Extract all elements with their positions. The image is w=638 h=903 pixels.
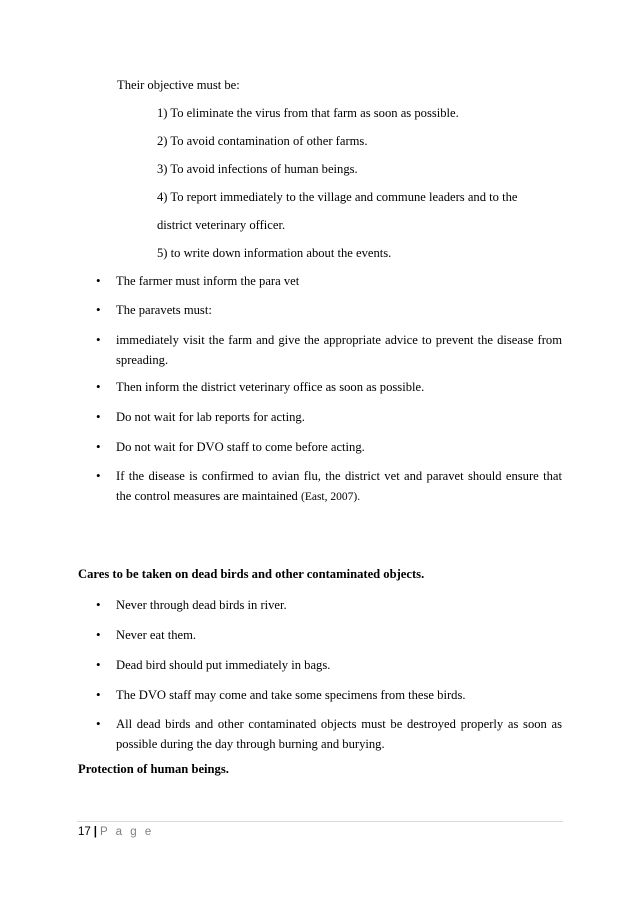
footer-separator: | [93, 826, 98, 838]
footer-divider [77, 821, 563, 822]
section-heading: Cares to be taken on dead birds and other contaminated objects. [78, 567, 425, 581]
bullet-text: Dead bird should put immediately in bags. [116, 658, 331, 672]
bullet-icon: • [96, 302, 101, 317]
bullet-text-body: If the disease is confirmed to avian flu, the district vet and paravet should ensure that the control measures are maintained [116, 469, 562, 503]
bullet-text: Never through dead birds in river. [116, 598, 287, 612]
bullet-text: The farmer must inform the para vet [116, 274, 300, 288]
bullet-text: immediately visit the farm and give the appropriate advice to prevent the disease from spreading. [116, 333, 562, 367]
objective-item: 5) to write down information about the events. [157, 246, 392, 260]
section-heading: Protection of human beings. [78, 762, 229, 776]
bullet-text: Do not wait for DVO staff to come before acting. [116, 440, 365, 454]
bullet-text [116, 466, 562, 507]
bullet-text: The DVO staff may come and take some specimens from these birds. [116, 688, 466, 702]
bullet-icon: • [96, 657, 101, 672]
bullet-text: Then inform the district veterinary office as soon as possible. [116, 380, 425, 394]
bullet-icon: • [96, 716, 101, 731]
page-number: 17 [78, 826, 91, 838]
citation: (East, 2007). [301, 491, 361, 503]
bullet-text: Do not wait for lab reports for acting. [116, 410, 305, 424]
bullet-icon: • [96, 273, 101, 288]
bullet-icon: • [96, 379, 101, 394]
bullet-icon: • [96, 687, 101, 702]
bullet-icon: • [96, 439, 101, 454]
bullet-text: All dead birds and other contaminated objects must be destroyed properly as soon as possible during the day through burning and burying. [116, 717, 562, 751]
objective-intro: Their objective must be: [117, 78, 240, 92]
objective-item: 1) To eliminate the virus from that farm as soon as possible. [157, 106, 459, 120]
bullet-text: Never eat them. [116, 628, 197, 642]
objective-item-continued: district veterinary officer. [157, 218, 286, 232]
bullet-icon: • [96, 627, 101, 642]
bullet-icon: • [96, 468, 101, 483]
objective-item: 2) To avoid contamination of other farms. [157, 134, 368, 148]
bullet-icon: • [96, 332, 101, 347]
bullet-icon: • [96, 597, 101, 612]
objective-item: 4) To report immediately to the village and commune leaders and to the [157, 190, 518, 204]
bullet-icon: • [96, 409, 101, 424]
page-label: P a g e [100, 826, 154, 838]
page-footer [78, 826, 154, 838]
objective-item: 3) To avoid infections of human beings. [157, 162, 358, 176]
bullet-text: The paravets must: [116, 303, 212, 317]
